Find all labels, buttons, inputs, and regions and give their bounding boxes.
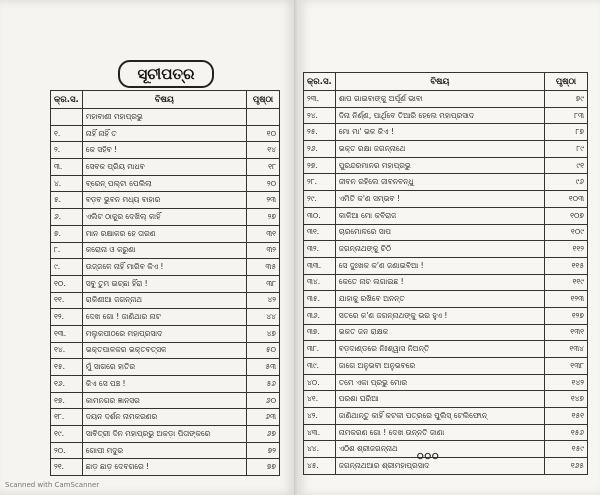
toc-row: [51, 442, 280, 459]
toc-serial: ୧୫.: [51, 359, 83, 376]
toc-page: ୧୧୯: [545, 274, 588, 291]
toc-subject: କିଏ ସେ ପଞ୍ଚ !: [82, 376, 246, 393]
toc-row: [51, 209, 280, 226]
toc-serial: ୩୨.: [304, 241, 336, 258]
toc-serial: ୩୯.: [304, 358, 336, 375]
toc-serial: ୨୩.: [304, 91, 336, 108]
page-header: ପୃଷ୍ଠା: [247, 91, 280, 109]
toc-serial: ୪୨.: [304, 408, 336, 425]
toc-subject: ନାହିଁ ନାହିଁ ତ: [82, 125, 246, 142]
toc-page: ୬୦: [247, 392, 280, 409]
toc-row: [51, 275, 280, 292]
toc-page: ୨୭: [247, 209, 280, 226]
toc-serial: ୩୪.: [304, 274, 336, 291]
toc-row: [304, 358, 588, 375]
right-toc-body: [304, 91, 588, 475]
toc-row: [51, 292, 280, 309]
toc-subject: ସବୁ ତୁମ ଇଚ୍ଛା ହିଁରା !: [82, 275, 246, 292]
toc-subject: ପୁରନ୍ଦରମାନର ମହାପ୍ରଭୁ: [335, 157, 544, 174]
toc-serial: ୭.: [51, 225, 83, 242]
toc-page: ୮୩: [545, 107, 588, 124]
toc-row: [304, 157, 588, 174]
toc-subject: ଜଗନ୍ନାଥଆର ଶ୍ରୀମହାପ୍ରସାଦ: [335, 458, 544, 475]
toc-row: [51, 192, 280, 209]
toc-serial: ୧୮.: [51, 409, 83, 426]
toc-page: ୧୨୩: [545, 291, 588, 308]
toc-serial: ୮.: [51, 242, 83, 259]
toc-subject: ଜାଗେ ଅନୁଭବୀ ଅନୁଭବରେ: [335, 358, 544, 375]
toc-row: [51, 159, 280, 176]
toc-subject: ସେବକ ପ୍ରିୟ ମାଧବ: [82, 159, 246, 176]
toc-row: [304, 324, 588, 341]
table-header-row: [51, 91, 280, 109]
toc-serial: ୪୧.: [304, 391, 336, 408]
toc-subject: ମୁଁ ସାଗରେ ହାତିର: [82, 359, 246, 376]
toc-subject: ଏଲିଟ ଠାକୁର ଦେଖିଲ୍ କାହିଁ: [82, 209, 246, 226]
toc-subject: ଜାଣିଥାନ୍ତୁ କାହିଁ କଟକୀ ପତ୍ରରେ ପୁଲିସ୍ ଟେଲିଫୋନ୍: [335, 408, 544, 425]
subject-header: ବିଷୟ: [335, 73, 544, 91]
toc-page: ୧୨୭: [545, 307, 588, 324]
toc-page: ୨୦: [247, 175, 280, 192]
toc-subject: ଜଗନ୍ନାଥଙ୍କୁ ଚିଠି: [335, 241, 544, 258]
toc-row: [51, 359, 280, 376]
toc-subject: ଏଠିଶ ଶ୍ରୀଜଗନ୍ନାଥ: [335, 441, 544, 458]
toc-serial: ୩୬.: [304, 307, 336, 324]
toc-row: [304, 91, 588, 108]
toc-serial: ୨୪.: [304, 107, 336, 124]
toc-page: ୭୨: [247, 442, 280, 459]
toc-serial: ୧୩.: [51, 325, 83, 342]
toc-subject: ଶାପ ଗାଇବାଙ୍କୁ ଅର୍ପୂର୍ଣ ଭାବା: [335, 91, 544, 108]
toc-row: [51, 259, 280, 276]
toc-serial: ୩୮.: [304, 341, 336, 358]
toc-page: ୪୪: [247, 309, 280, 326]
toc-page: ୩୮: [247, 275, 280, 292]
toc-serial: ୯.: [51, 259, 83, 276]
serial-header: କ୍ର.ସ.: [304, 73, 336, 91]
page-title: ସୂଚୀପତ୍ର: [118, 60, 214, 88]
page-header: ପୃଷ୍ଠା: [545, 73, 588, 91]
toc-subject: ଉଜ୍ଜଳେ ନାହିଁ ମାରିବ କିଏ !: [82, 259, 246, 276]
toc-page: ୬୩: [247, 409, 280, 426]
toc-subject: କେ ସହିବ !: [82, 142, 246, 159]
toc-page: ୫୩: [247, 359, 280, 376]
toc-row: [51, 426, 280, 443]
toc-serial: ୨୧.: [51, 459, 83, 476]
toc-subject: ଯାହାକୁ ରଖିବେ ଅନନ୍ତ: [335, 291, 544, 308]
toc-row: [304, 174, 588, 191]
toc-subject: ଭକ୍ତ ରକ୍ଷା ଜଗନ୍ନାଥେ: [335, 141, 544, 158]
toc-page: ୧୫୬: [545, 424, 588, 441]
toc-page: ୪୭: [247, 325, 280, 342]
toc-subject: ମାନ ରକ୍ଷାକର ହେ ତାରଣ: [82, 225, 246, 242]
toc-page: ୭୭: [247, 459, 280, 476]
subject-header: ବିଷୟ: [82, 91, 246, 109]
toc-page: ୮୭: [545, 124, 588, 141]
page-ornament: ୦୦୦: [417, 452, 440, 462]
toc-row: [51, 342, 280, 359]
toc-serial: ୪୦.: [304, 374, 336, 391]
toc-row: [304, 408, 588, 425]
toc-subject: ମୋ ମା' ଭଳ କିଏ !: [335, 124, 544, 141]
toc-subject: ଭକତ ଜନ ରାକ୍ଷକ: [335, 324, 544, 341]
toc-page: ୭୯: [545, 91, 588, 108]
toc-row: [304, 107, 588, 124]
toc-serial: ୩୭.: [304, 324, 336, 341]
toc-serial: ୩୦.: [304, 207, 336, 224]
toc-serial: ୪୩.: [304, 424, 336, 441]
serial-header: କ୍ର.ସ.: [51, 91, 83, 109]
toc-subject: ତମେ ଏକା ପ୍ରଭୁ ମୋର: [335, 374, 544, 391]
toc-row: [304, 124, 588, 141]
toc-page: ୧୫୯: [545, 441, 588, 458]
toc-row: [304, 191, 588, 208]
table-header-row: [304, 73, 588, 91]
toc-row: [304, 391, 588, 408]
toc-subject: ନାମକରଣ ଗୋ ! ଦେଖ ଉନ୍ନତି ଜାଣା: [335, 424, 544, 441]
toc-subject: ପରଶା ଘରିଆ: [335, 391, 544, 408]
toc-page: ୧୩୮: [545, 358, 588, 375]
toc-page: ୧୦୯: [545, 224, 588, 241]
toc-subject: ସେ ଦୁଃଖକ କ'ଣ ଜଣାଇବିଆ !: [335, 257, 544, 274]
toc-serial: ୪୪.: [304, 441, 336, 458]
toc-page: ୩୨: [247, 242, 280, 259]
toc-subject: ଜୀବନ ରହିଲେ ଜୀବନବନ୍ଧୁ: [335, 174, 544, 191]
toc-subject: ଦେଖ ଗୋ ! ଜାଣିଥାର ନାଟ: [82, 309, 246, 326]
toc-subject: ଦିନା ନିର୍ଣ୍ଣ, ପାର୍ଥିବେ ତିଆରି ହେଲେ ମହାପ୍ରସାଦ: [335, 107, 544, 124]
toc-page: ୫୬: [247, 376, 280, 393]
toc-subject: ମଲୁକପୀଠରେ ମହାପ୍ରସାଦ: [82, 325, 246, 342]
toc-page: ୧୫୧: [545, 408, 588, 425]
toc-subject: ସତରେ କ'ଣ ଜଗନ୍ନାଥଙ୍କୁ ଭର ହୁଏ !: [335, 307, 544, 324]
toc-subject: ସାବିତ୍ରୀ ଦିନ ମହାପ୍ରଭୁ ଅକଡ଼ା ପିତାଙ୍କରେ: [82, 426, 246, 443]
toc-serial: ୧.: [51, 125, 83, 142]
toc-page: ୧୪୨: [545, 374, 588, 391]
toc-row: [304, 257, 588, 274]
toc-subject: ଚାରମୋଳରେ ସାପ: [335, 224, 544, 241]
toc-subject: ବଡ଼ଦାଣ୍ଡରେ ନିଃଶ୍ୱାସ ନିଅନ୍ତି: [335, 341, 544, 358]
toc-serial: ୨୯.: [304, 191, 336, 208]
toc-serial: ୩୩.: [304, 257, 336, 274]
toc-page: ୨୩: [247, 192, 280, 209]
toc-subject: କାଳିଆ ମୋ କବିରାଜ: [335, 207, 544, 224]
toc-subject: ଦୟନ ଦର୍ଶନ ନାମକରଣର: [82, 409, 246, 426]
toc-row: [51, 225, 280, 242]
toc-subject: କେତେ ନାଚ ଲଗାଇଛ !: [335, 274, 544, 291]
toc-row: [304, 424, 588, 441]
toc-serial: ୧୯.: [51, 426, 83, 443]
toc-serial: ୨୭.: [304, 157, 336, 174]
toc-row: [51, 142, 280, 159]
toc-row: [51, 459, 280, 476]
toc-page: ୧୦: [247, 125, 280, 142]
toc-subject: କାମନଗର ଜ୍ଞାନସର: [82, 392, 246, 409]
toc-row: [51, 242, 280, 259]
toc-serial: ୩୫.: [304, 291, 336, 308]
toc-subject: ଛାଡ଼ ଛାଡ଼ ଦେବଗରେ !: [82, 459, 246, 476]
toc-row: [304, 224, 588, 241]
toc-page: ୬୭: [247, 426, 280, 443]
toc-serial: ୧୨.: [51, 309, 83, 326]
toc-serial: ୧୦.: [51, 275, 83, 292]
toc-serial: ୧୧.: [51, 292, 83, 309]
toc-row: [304, 341, 588, 358]
toc-subject: ମହାବାଣୀ ମହାପ୍ରଭୁ: [82, 109, 246, 126]
toc-page: ୧୦୭: [545, 207, 588, 224]
toc-subject: ଏମିତି କ'ଣ ସମ୍ଭବ !: [335, 191, 544, 208]
toc-page: ୩୧: [247, 225, 280, 242]
toc-page: ୮୯: [545, 141, 588, 158]
toc-row: [304, 307, 588, 324]
toc-subject: ବଡ଼ବ ଭୁବନ ମଧ୍ୟ ବାହାର: [82, 192, 246, 209]
toc-row: [304, 291, 588, 308]
toc-row: [51, 392, 280, 409]
toc-page: [247, 109, 280, 126]
toc-row: [51, 109, 280, 126]
toc-serial: ୨୦.: [51, 442, 83, 459]
toc-page: ୯୬: [545, 174, 588, 191]
toc-serial: ୩୧.: [304, 224, 336, 241]
right-toc-table: [303, 72, 588, 475]
toc-row: [304, 274, 588, 291]
toc-page: ୧୩୧: [545, 324, 588, 341]
toc-serial: ୨୬.: [304, 141, 336, 158]
toc-row: [304, 374, 588, 391]
toc-subject: କରୋନା ଓ କରୁଣା: [82, 242, 246, 259]
left-toc-table: [50, 90, 280, 476]
toc-page: ୧୧୨: [545, 241, 588, 258]
toc-row: [51, 376, 280, 393]
toc-serial: ୬.: [51, 209, 83, 226]
toc-row: [304, 441, 588, 458]
toc-row: [51, 409, 280, 426]
toc-page: ୧୩୪: [545, 341, 588, 358]
toc-page: ୪୨: [247, 292, 280, 309]
left-toc-body: [51, 109, 280, 476]
toc-page: ୧୪୭: [545, 391, 588, 408]
toc-subject: ରାକିଣୀଆ ଜଗନ୍ନାଥ: [82, 292, 246, 309]
toc-row: [51, 309, 280, 326]
toc-row: [51, 125, 280, 142]
toc-page: ୧୬୫: [545, 458, 588, 475]
toc-serial: ୨୮.: [304, 174, 336, 191]
toc-page: ୧୮: [247, 159, 280, 176]
toc-serial: ୨.: [51, 142, 83, 159]
right-page: [297, 0, 600, 495]
toc-serial: ୪୫.: [304, 458, 336, 475]
toc-row: [51, 175, 280, 192]
toc-row: [304, 458, 588, 475]
scanner-watermark: Scanned with CamScanner: [5, 481, 100, 489]
toc-subject: ଭକ୍ତପାଳକର ଭକ୍ତବତ୍ସଳ: [82, 342, 246, 359]
toc-page: ୧୦୩: [545, 191, 588, 208]
toc-row: [304, 207, 588, 224]
toc-serial: ୨୫.: [304, 124, 336, 141]
toc-page: ୫୦: [247, 342, 280, 359]
toc-serial: ୧୭.: [51, 392, 83, 409]
toc-row: [304, 241, 588, 258]
toc-row: [51, 325, 280, 342]
toc-subject: ଗୋପୀ ମଦୁର: [82, 442, 246, 459]
toc-serial: ୫.: [51, 192, 83, 209]
toc-subject: ବ୍ରେନ୍ ପଲ୍ଟା ପେଲିଲା: [82, 175, 246, 192]
toc-row: [304, 141, 588, 158]
toc-serial: [51, 109, 83, 126]
toc-page: ୯୧: [545, 157, 588, 174]
toc-serial: ୪.: [51, 175, 83, 192]
toc-page: ୩୫: [247, 259, 280, 276]
left-page: [0, 0, 296, 495]
toc-page: ୧୪: [247, 142, 280, 159]
toc-page: ୧୧୫: [545, 257, 588, 274]
toc-serial: ୩.: [51, 159, 83, 176]
toc-serial: ୧୪.: [51, 342, 83, 359]
toc-serial: ୧୬.: [51, 376, 83, 393]
